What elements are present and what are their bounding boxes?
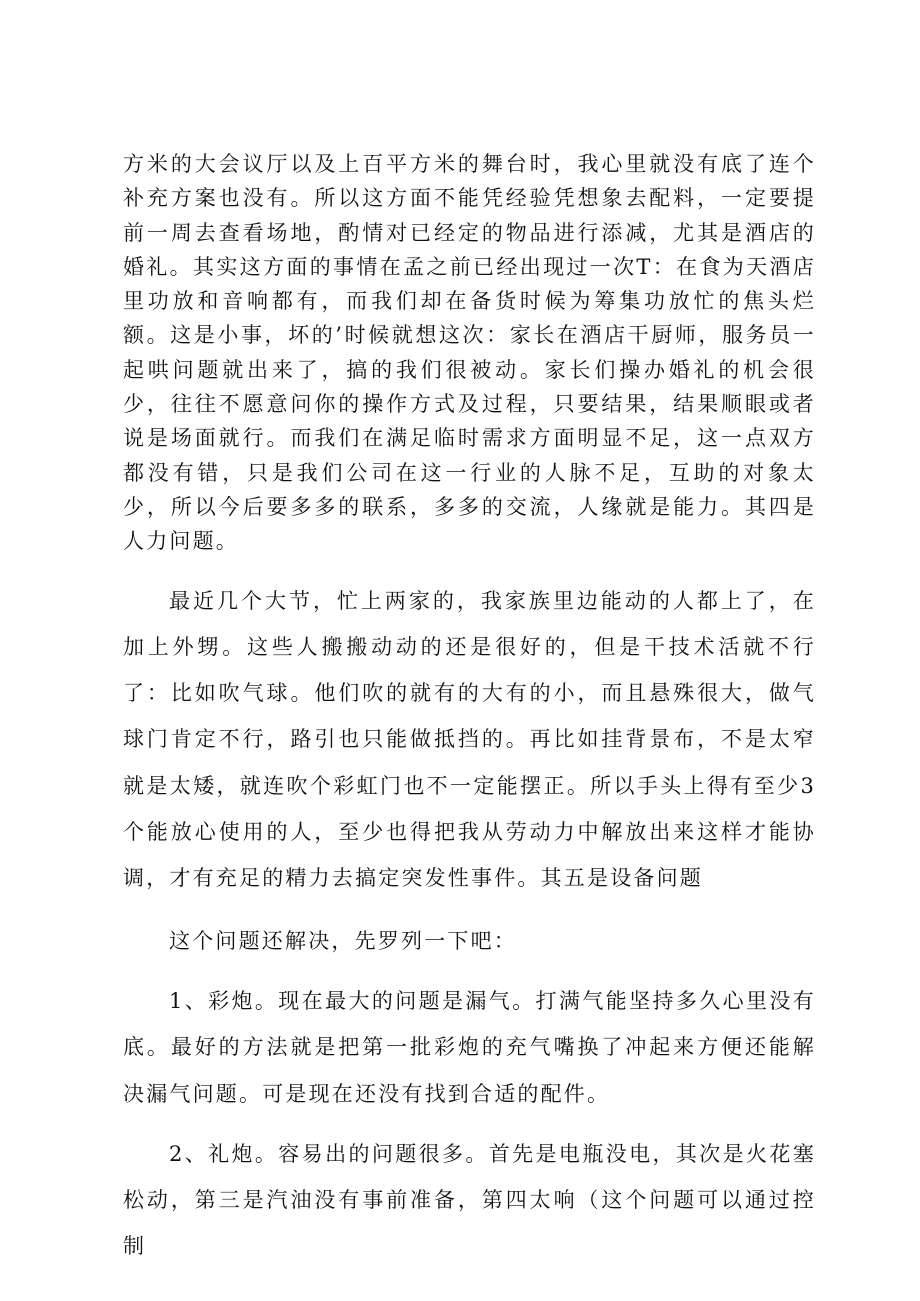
list-item-salute-cannon: 2、礼炮。容易出的问题很多。首先是电瓶没电，其次是火花塞松动，第三是汽油没有事前准备，第四太响（这个问题可以通过控制 — [123, 1141, 816, 1259]
paragraph-equipment-intro: 这个问题还解决，先罗列一下吧： — [169, 928, 517, 953]
list-item-confetti-cannon: 1、彩炮。现在最大的问题是漏气。打满气能坚持多久心里没有底。最好的方法就是把第一批彩炮的充气嘴换了冲起来方便还能解决漏气问题。可是现在还没有找到合适的配件。 — [123, 988, 816, 1106]
paragraph-venue-and-equipment: 方米的大会议厅以及上百平方米的舞台时，我心里就没有底了连个补充方案也没有。所以这方面不能凭经验凭想象去配料，一定要提前一周去查看场地，酌情对已经定的物品进行添减，尤其是酒店的婚礼。其实这方面的事情在孟之前已经出现过一次T：在食为天酒店里功放和音响都有，而我们却在备货时候为筹集功放忙的焦头烂额。这是小事，坏的’时候就想这次：家长在酒店干厨师，服务员一起哄问题就出来了，搞的我们很被动。家长们操办婚礼的机会很少，往往不愿意问你的操作方式及过程，只要结果，结果顺眼或者说是场面就行。而我们在满足临时需求方面明显不足，这一点双方都没有错，只是我们公司在这一行业的人脉不足，互助的对象太少，所以今后要多多的联系，多多的交流，人缘就是能力。其四是人力问题。 — [123, 152, 816, 554]
document-body — [123, 147, 816, 1270]
paragraph-manpower: 最近几个大节，忙上两家的，我家族里边能动的人都上了，在加上外甥。这些人搬搬动动的还是很好的，但是干技术活就不行了：比如吹气球。他们吹的就有的大有的小，而且悬殊很大，做气球门肯定不行，路引也只能做抵挡的。再比如挂背景布，不是太窄就是太矮，就连吹个彩虹门也不一定能摆正。所以手头上得有至少3个能放心使用的人，至少也得把我从劳动力中解放出来这样才能协调，才有充足的精力去搞定突发性事件。其五是设备问题 — [123, 588, 816, 891]
